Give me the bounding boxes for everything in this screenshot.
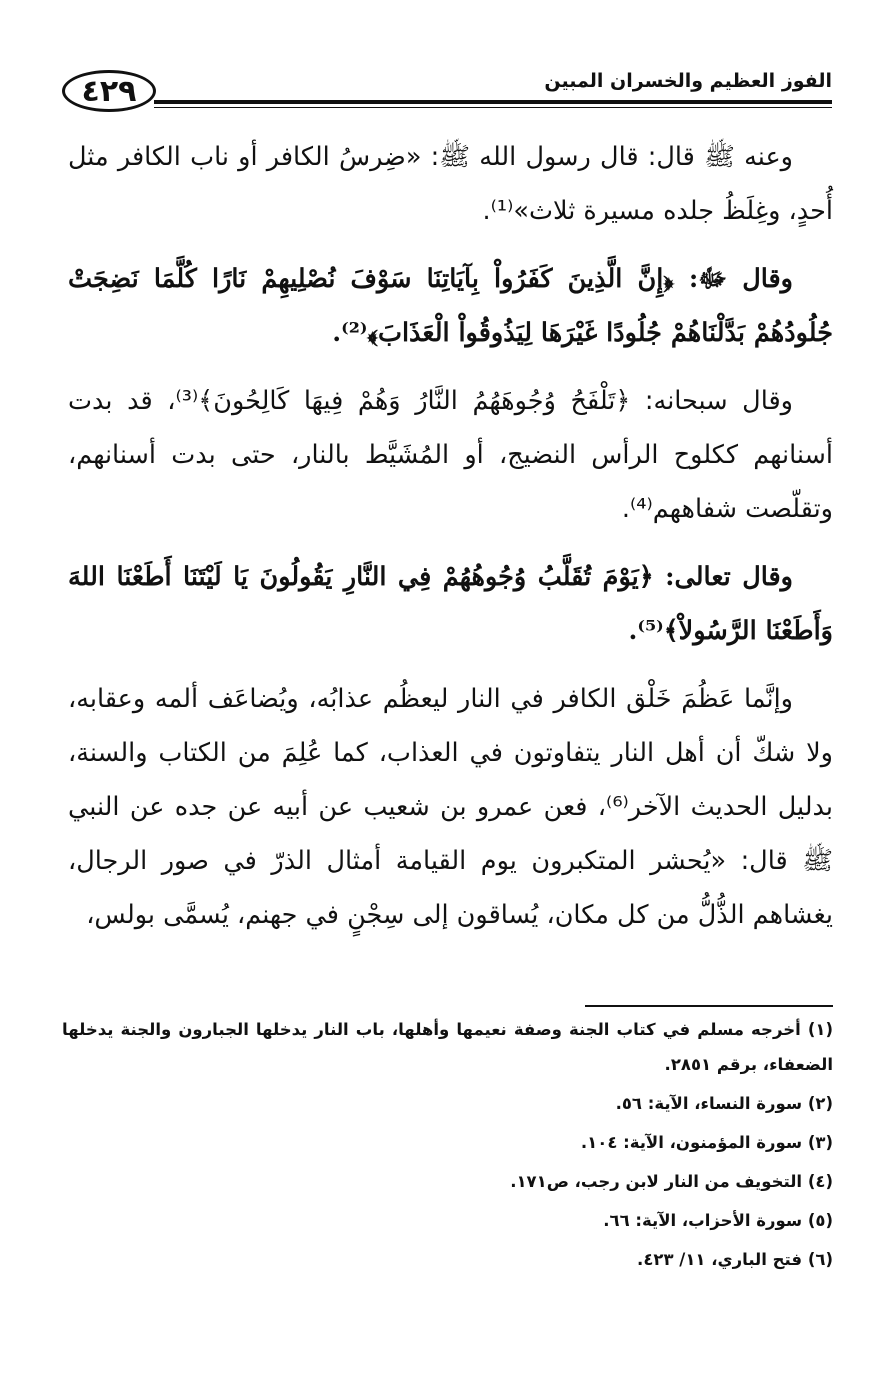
main-text (68, 130, 833, 956)
footnote-3: (٣) سورة المؤمنون، الآية: ١٠٤. (580, 1133, 833, 1152)
header-rule-thin (154, 107, 832, 108)
footnote-6: (٦) فتح الباري، ١١/ ٤٢٣. (637, 1250, 833, 1269)
footnotes (62, 1012, 833, 1277)
header-rule-thick (154, 100, 832, 104)
paragraph-verse-muminun: وقال سبحانه: ﴿تَلْفَحُ وُجُوهَهُمُ النَّارُ وَهُمْ فِيهَا كَالِحُونَ﴾⁽³⁾، قد بدت أسنانهم ككلوح الرأس النضيج، أو المُشَيَّط بالنار، حتى بدت أسنانهم، وتقلّصت شفاههم⁽⁴⁾. (68, 386, 833, 524)
page-header (62, 66, 832, 116)
footnote-5: (٥) سورة الأحزاب، الآية: ٦٦. (603, 1211, 833, 1230)
footnote-2: (٢) سورة النساء، الآية: ٥٦. (615, 1094, 833, 1113)
running-title: الفوز العظيم والخسران المبين (544, 70, 832, 92)
footnote-separator (585, 1005, 833, 1007)
footnote-4: (٤) التخويف من النار لابن رجب، ص١٧١. (510, 1172, 833, 1191)
footnote-1: (١) أخرجه مسلم في كتاب الجنة وصفة نعيمها وأهلها، باب النار يدخلها الجبارون والجنة يدخلها الضعفاء، برقم ٢٨٥١. (62, 1020, 833, 1074)
paragraph-hadith-molar: وعنه ﷺ قال: قال رسول الله ﷺ: «ضِرسُ الكافر أو ناب الكافر مثل أُحدٍ، وغِلَظُ جلده مسيرة ثلاث»⁽¹⁾. (68, 142, 833, 226)
paragraph-verse-ahzab: وقال تعالى: ﴿يَوْمَ تُقَلَّبُ وُجُوهُهُمْ فِي النَّارِ يَقُولُونَ يَا لَيْتَنَا أَطَعْنَا اللهَ وَأَطَعْنَا الرَّسُولاْ﴾⁽⁵⁾. (68, 562, 833, 646)
page-number-oval (62, 70, 156, 112)
page-number: ٤٢٩ (81, 73, 137, 109)
paragraph-commentary: وإنَّما عَظُمَ خَلْق الكافر في النار ليعظُم عذابُه، ويُضاعَف ألمه وعقابه، ولا شكّ أن أهل النار يتفاوتون في العذاب، كما عُلِمَ من الكتاب والسنة، بدليل الحديث الآخر⁽⁶⁾، فعن عمرو بن شعيب عن أبيه عن جده عن النبي ﷺ قال: «يُحشر المتكبرون يوم القيامة أمثال الذرّ في صور الرجال، يغشاهم الذُّلُّ من كل مكان، يُساقون إلى سِجْنٍ في جهنم، يُسمَّى بولس، (68, 684, 834, 930)
paragraph-verse-nisa: وقال ﷻ: ﴿إِنَّ الَّذِينَ كَفَرُواْ بِآيَاتِنَا سَوْفَ نُصْلِيهِمْ نَارًا كُلَّمَا نَضِجَتْ جُلُودُهُمْ بَدَّلْنَاهُمْ جُلُودًا غَيْرَهَا لِيَذُوقُواْ الْعَذَابَ﴾⁽²⁾. (68, 264, 833, 348)
